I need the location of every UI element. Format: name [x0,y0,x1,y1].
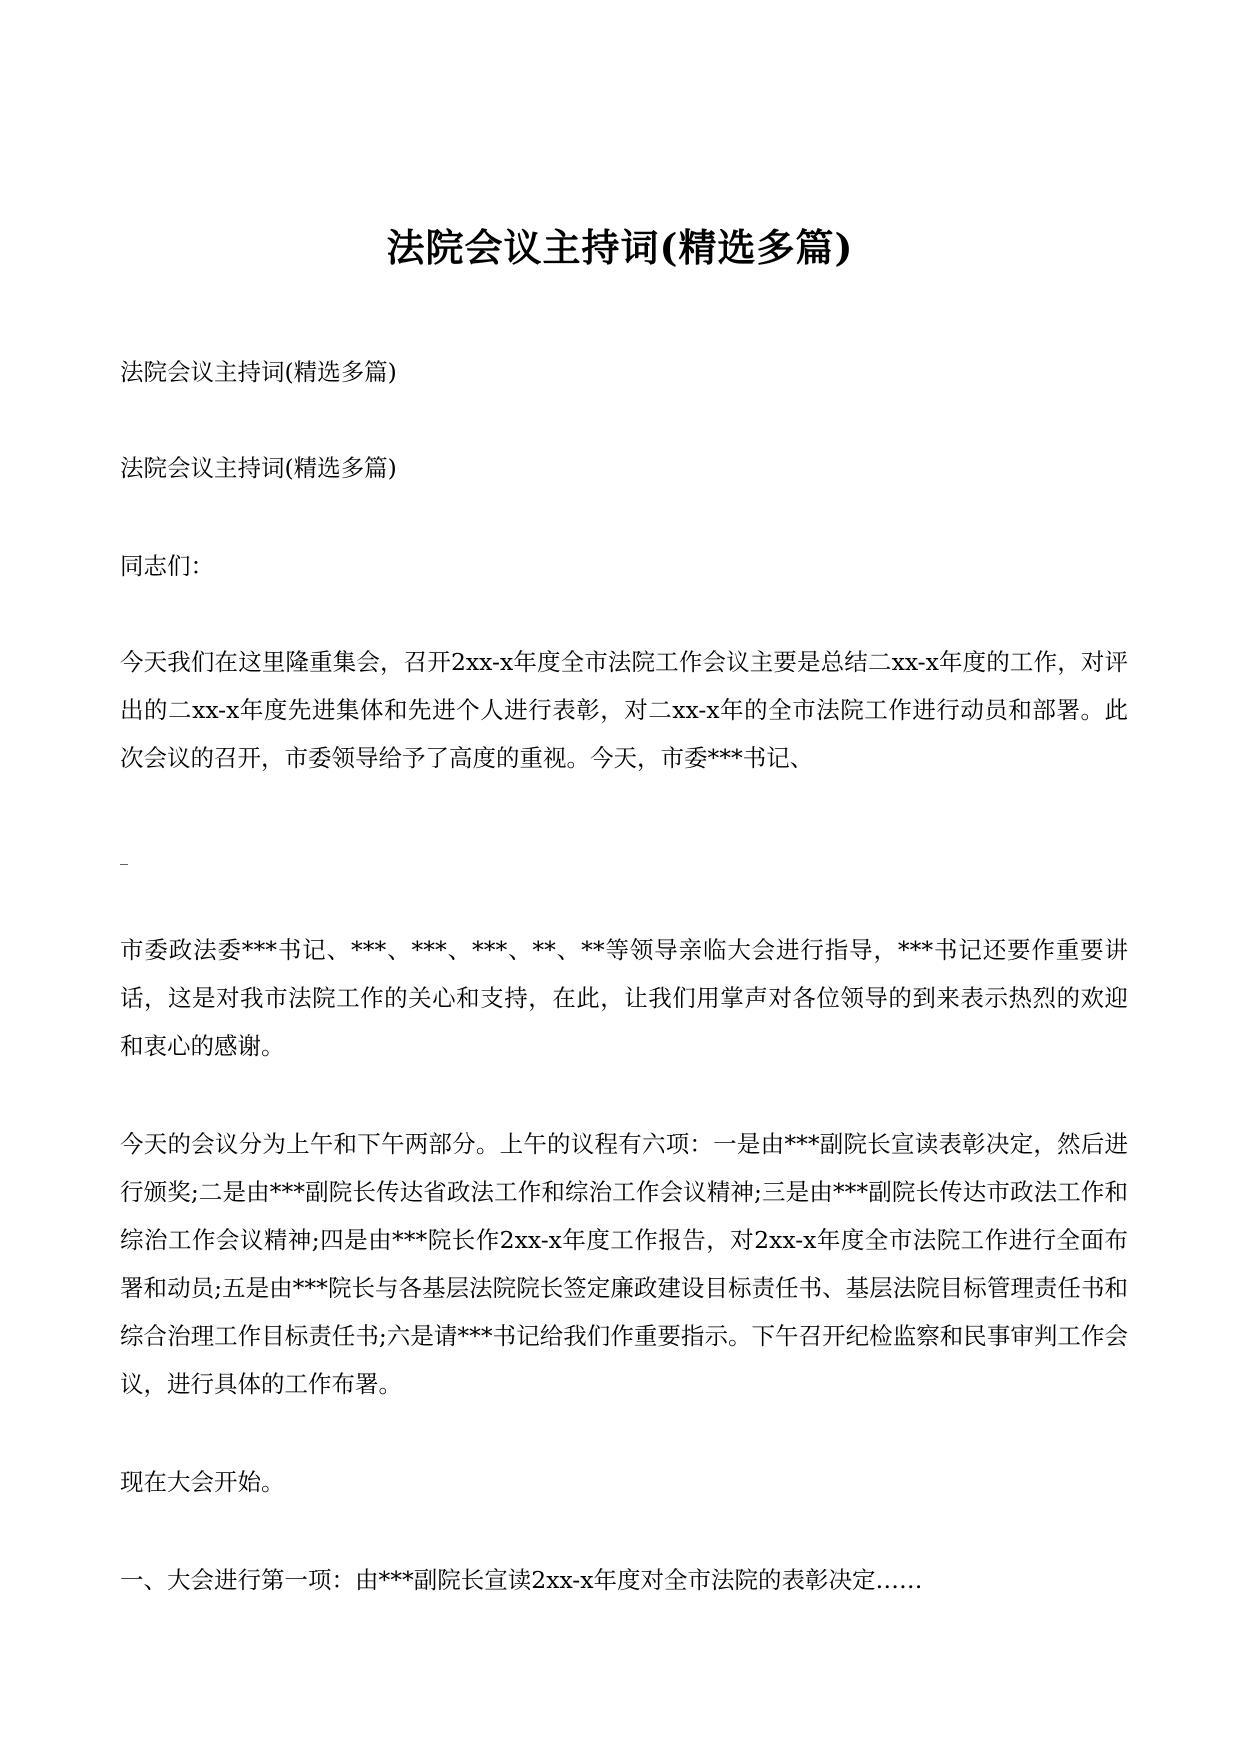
paragraph-subtitle-1: 法院会议主持词(精选多篇) [120,358,397,386]
paragraph-separator: _ [120,846,128,865]
paragraph-salutation: 同志们： [120,552,214,580]
paragraph-item-one: 一、大会进行第一项：由***副院长宣读2xx-x年度对全市法院的表彰决定…… [120,1566,923,1594]
paragraph-subtitle-2: 法院会议主持词(精选多篇) [120,454,397,482]
paragraph-start: 现在大会开始。 [120,1468,285,1496]
document-title: 法院会议主持词(精选多篇) [386,225,854,270]
paragraph-leaders: 市委政法委***书记、***、***、***、**、**等领导亲临大会进行指导，***书记还要作重要讲话，这是对我市法院工作的关心和支持，在此，让我们用掌声对各位领导的到来表示热烈的欢迎和衷心的感谢。 [120,936,1128,1060]
paragraph-agenda: 今天的会议分为上午和下午两部分。上午的议程有六项：一是由***副院长宣读表彰决定，然后进行颁奖;二是由***副院长传达省政法工作和综治工作会议精神;三是由***副院长传达市政法工作和综治工作会议精神;四是由***院长作2xx-x年度工作报告，对2xx-x年度全市法院工作进行全面布署和动员;五是由***院长与各基层法院院长签定廉政建设目标责任书、基层法院目标管理责任书和综合治理工作目标责任书;六是请***书记给我们作重要指示。下午召开纪检监察和民事审判工作会议，进行具体的工作布署。 [120,1130,1128,1398]
paragraph-opening: 今天我们在这里隆重集会，召开2xx-x年度全市法院工作会议主要是总结二xx-x年度的工作，对评出的二xx-x年度先进集体和先进个人进行表彰，对二xx-x年的全市法院工作进行动员和部署。此次会议的召开，市委领导给予了高度的重视。今天，市委***书记、 [120,648,1128,772]
